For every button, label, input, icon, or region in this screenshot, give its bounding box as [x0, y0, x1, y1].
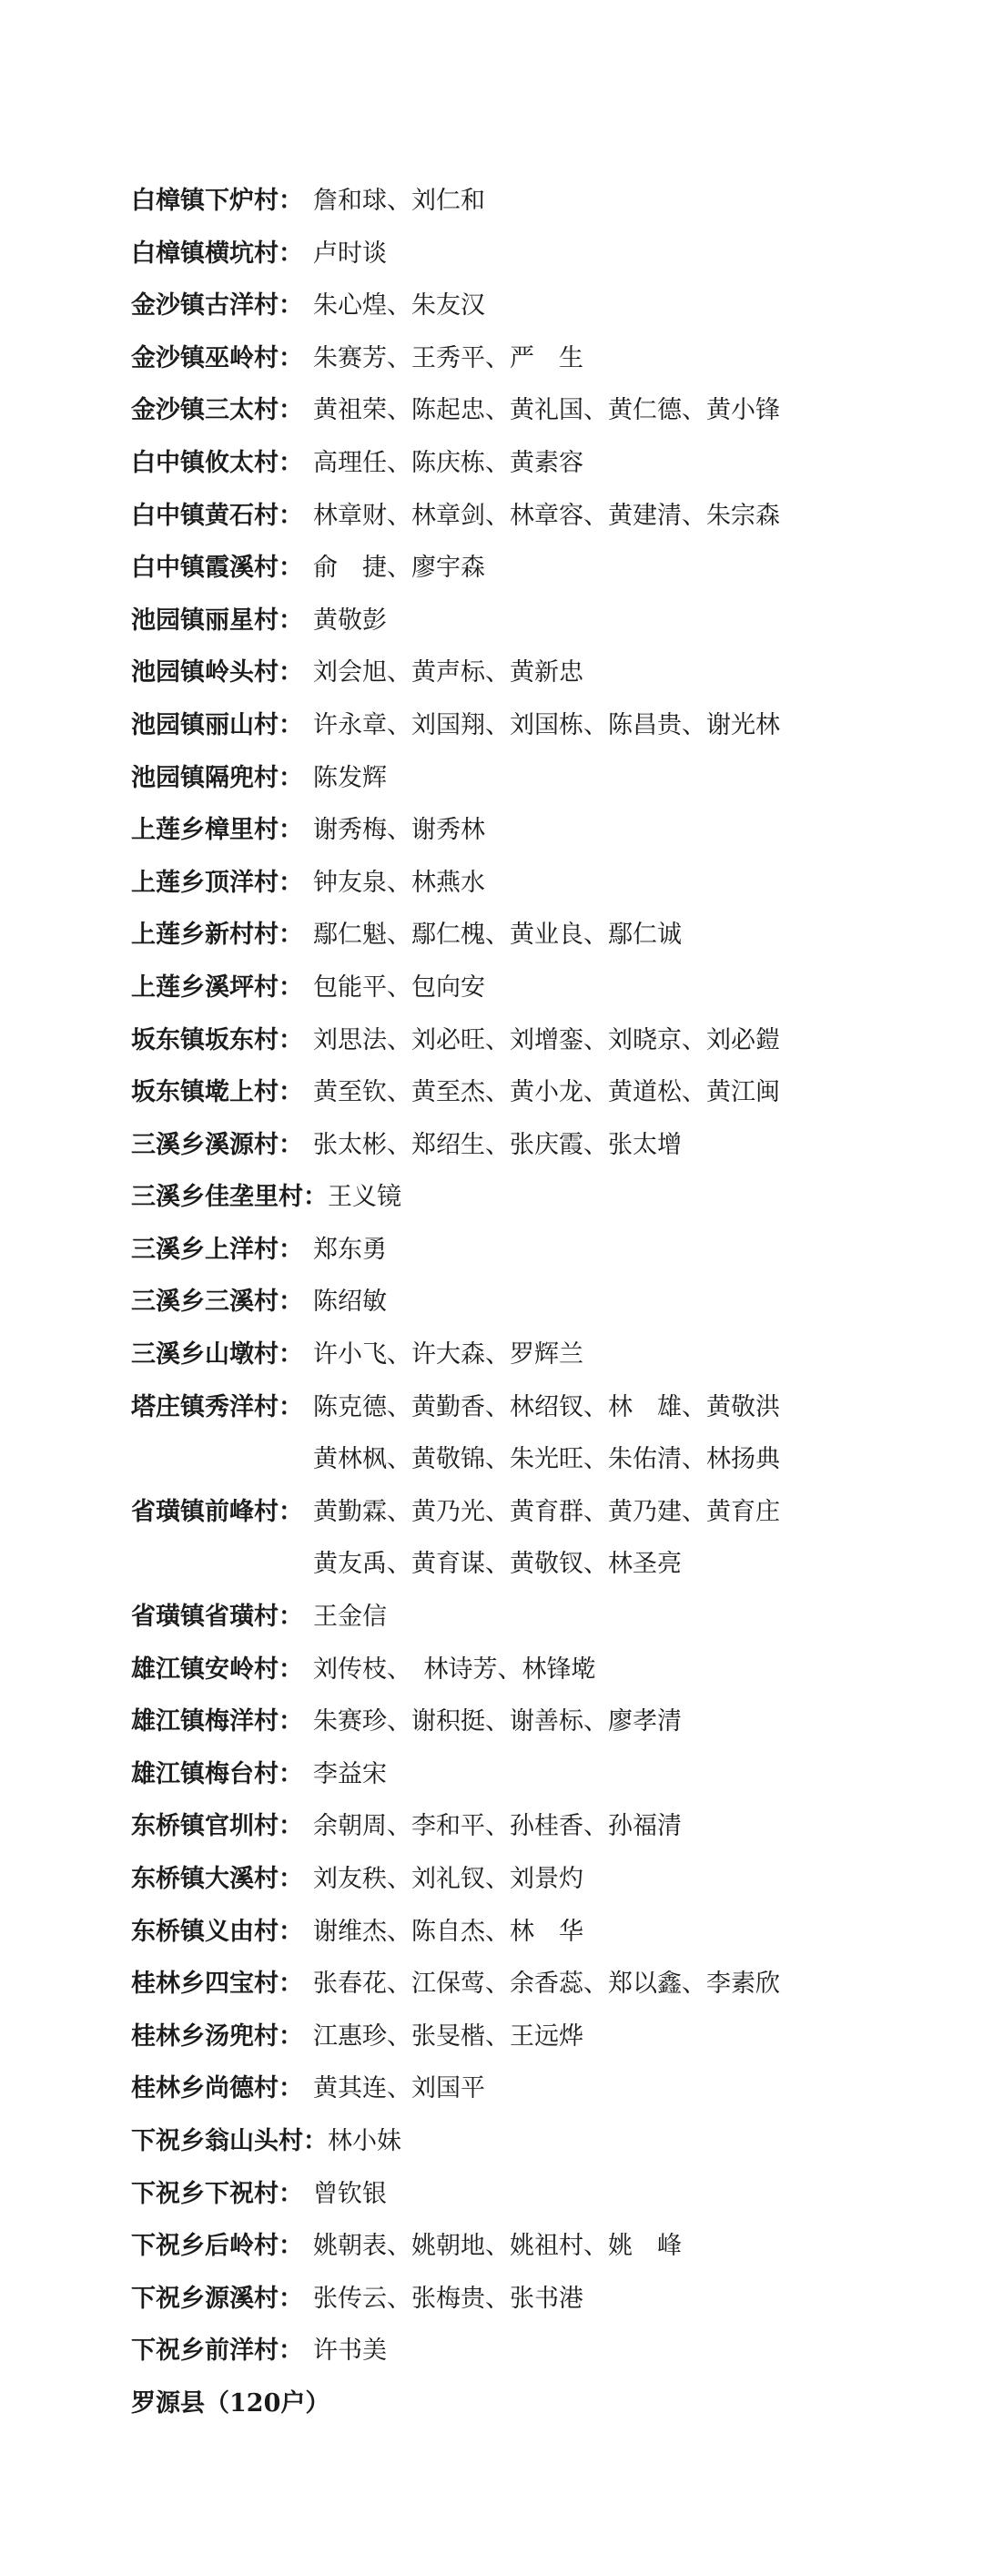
village-label: 下祝乡前洋村：: [131, 2337, 303, 2366]
names-line: 张太彬、郑绍生、张庆霞、张太增: [313, 1130, 682, 1159]
village-label: 白中镇霞溪村：: [131, 554, 303, 583]
village-label: 三溪乡溪源村：: [131, 1130, 303, 1159]
names-line: 陈绍敏: [313, 1288, 387, 1317]
village-label: 上莲乡樟里村：: [131, 816, 303, 845]
household-names: [313, 1329, 859, 1381]
village-label: 东桥镇大溪村：: [131, 1865, 303, 1893]
village-label: 下祝乡下祝村：: [131, 2179, 303, 2208]
names-line: 江惠珍、张旻楷、王远烨: [313, 2021, 583, 2051]
names-line: 刘思法、刘必旺、刘增銮、刘晓京、刘必鎧: [313, 1025, 780, 1054]
household-names: [313, 1853, 859, 1906]
household-names: [313, 1748, 859, 1801]
village-entry: [131, 1381, 859, 1486]
household-names: [313, 1486, 859, 1591]
village-entry: [131, 437, 859, 490]
village-entry: [131, 1224, 859, 1277]
village-entry: [131, 542, 859, 595]
village-label: 桂林乡四宝村：: [131, 1970, 303, 1999]
household-names: [313, 752, 859, 805]
household-names: [313, 542, 859, 595]
household-names: [313, 1224, 859, 1277]
household-names: [313, 384, 859, 437]
village-entry: [131, 2062, 859, 2115]
household-names: [313, 228, 859, 280]
names-line: 黄勤霖、黄乃光、黄育群、黄乃建、黄育庄: [313, 1497, 780, 1526]
village-entry: [131, 1644, 859, 1696]
household-names: [313, 1066, 859, 1119]
village-label: 池园镇隔兜村：: [131, 763, 303, 792]
names-line: 姚朝表、姚朝地、姚祖村、姚 峰: [313, 2232, 682, 2261]
village-entry: [131, 595, 859, 647]
names-line: 郑东勇: [313, 1235, 387, 1264]
village-label: 雄江镇梅台村：: [131, 1759, 303, 1788]
household-names: [313, 437, 859, 490]
names-line: 王义镜: [328, 1183, 401, 1212]
names-line: 许永章、刘国翔、刘国栋、陈昌贵、谢光林: [313, 710, 780, 739]
village-entry: [131, 384, 859, 437]
village-entry: [131, 228, 859, 280]
household-names: [313, 1695, 859, 1748]
village-label: 金沙镇巫岭村：: [131, 343, 303, 372]
village-entry: [131, 1695, 859, 1748]
village-entry: [131, 490, 859, 543]
village-entry: [131, 1748, 859, 1801]
village-label: 塔庄镇秀洋村：: [131, 1392, 303, 1421]
village-entry: [131, 332, 859, 385]
names-line: 陈发辉: [313, 763, 387, 792]
village-entry: [131, 909, 859, 962]
household-names: [313, 909, 859, 962]
village-label: 三溪乡上洋村：: [131, 1235, 303, 1264]
names-line: 卢时谈: [313, 239, 387, 268]
village-entry: [131, 699, 859, 752]
household-names: [313, 1276, 859, 1329]
village-entry: [131, 175, 859, 228]
village-entry: [131, 2168, 859, 2221]
names-line: 朱赛芳、王秀平、严 生: [313, 343, 583, 372]
household-names: [313, 1119, 859, 1172]
village-label: 省璜镇前峰村：: [131, 1497, 303, 1526]
village-label: 下祝乡翁山头村：: [131, 2126, 328, 2155]
names-line: 黄敬彭: [313, 606, 387, 635]
village-label: 桂林乡尚德村：: [131, 2074, 303, 2103]
names-line: 黄祖荣、陈起忠、黄礼国、黄仁德、黄小锋: [313, 396, 780, 425]
names-line: 钟友泉、林燕水: [313, 868, 485, 897]
village-label: 白中镇黄石村：: [131, 501, 303, 530]
village-label: 白中镇攸太村：: [131, 448, 303, 477]
names-line: 朱赛珍、谢积挺、谢善标、廖孝清: [313, 1707, 682, 1736]
names-line: 黄其连、刘国平: [313, 2074, 485, 2103]
names-line: 包能平、包向安: [313, 972, 485, 1002]
village-label: 坂东镇墘上村：: [131, 1078, 303, 1107]
village-entry: [131, 1906, 859, 1959]
names-line: 王金信: [313, 1603, 387, 1632]
household-names: [313, 1381, 859, 1486]
names-line: 鄢仁魁、鄢仁槐、黄业良、鄢仁诚: [313, 921, 682, 950]
household-names: [313, 1906, 859, 1959]
village-label: 下祝乡源溪村：: [131, 2284, 303, 2313]
household-names: [313, 1591, 859, 1644]
village-entry: [131, 1853, 859, 1906]
village-label: 池园镇丽星村：: [131, 606, 303, 635]
village-label: 上莲乡溪坪村：: [131, 972, 303, 1002]
village-entry: [131, 1958, 859, 2011]
village-entry: [131, 1800, 859, 1853]
village-entry: [131, 2325, 859, 2377]
names-line: 黄林枫、黄敬锦、朱光旺、朱佑清、林扬典: [313, 1445, 780, 1474]
household-names: [313, 1014, 859, 1067]
village-label: 雄江镇梅洋村：: [131, 1707, 303, 1736]
names-line: 黄友禹、黄育谋、黄敬钗、林圣亮: [313, 1550, 682, 1579]
names-line: 陈克德、黄勤香、林绍钗、林 雄、黄敬洪: [313, 1392, 780, 1421]
names-line: 朱心煌、朱友汉: [313, 291, 485, 321]
village-label: 东桥镇官圳村：: [131, 1812, 303, 1841]
household-names: [313, 1958, 859, 2011]
household-names: [313, 595, 859, 647]
recipient-list: [131, 175, 859, 2430]
village-entry: [131, 647, 859, 699]
village-label: 白樟镇横坑村：: [131, 239, 303, 268]
household-names: [313, 1644, 859, 1696]
village-label: 桂林乡汤兜村：: [131, 2021, 303, 2051]
names-line: 许小飞、许大森、罗辉兰: [313, 1340, 583, 1369]
village-entry: [131, 857, 859, 910]
names-line: 谢秀梅、谢秀林: [313, 816, 485, 845]
village-entry: [131, 2011, 859, 2063]
county-heading: 罗源县（120户）: [131, 2388, 330, 2418]
household-names: [328, 2115, 859, 2168]
village-label: 池园镇丽山村：: [131, 710, 303, 739]
village-label: 雄江镇安岭村：: [131, 1655, 303, 1684]
names-line: 俞 捷、廖宇森: [313, 554, 485, 583]
names-line: 曾钦银: [313, 2179, 387, 2208]
village-entry: [131, 804, 859, 857]
household-names: [313, 1800, 859, 1853]
names-line: 张传云、张梅贵、张书港: [313, 2284, 583, 2313]
household-names: [313, 2011, 859, 2063]
village-label: 金沙镇三太村：: [131, 396, 303, 425]
village-entry: [131, 1066, 859, 1119]
names-line: 刘会旭、黄声标、黄新忠: [313, 658, 583, 687]
village-entry: [131, 1276, 859, 1329]
household-names: [313, 332, 859, 385]
village-entry: [131, 2115, 859, 2168]
village-entry: [131, 1591, 859, 1644]
household-names: [313, 2220, 859, 2273]
household-names: [313, 2273, 859, 2326]
names-line: 刘友秩、刘礼钗、刘景灼: [313, 1865, 583, 1893]
names-line: 刘传枝、 林诗芳、林锋墘: [313, 1655, 596, 1684]
names-line: 许书美: [313, 2337, 387, 2366]
village-label: 下祝乡后岭村：: [131, 2232, 303, 2261]
village-label: 省璜镇省璜村：: [131, 1603, 303, 1632]
village-label: 池园镇岭头村：: [131, 658, 303, 687]
village-entry: [131, 1171, 859, 1224]
household-names: [313, 2168, 859, 2221]
village-entry: [131, 2220, 859, 2273]
household-names: [313, 2062, 859, 2115]
village-label: 三溪乡佳垄里村：: [131, 1183, 328, 1212]
names-line: 黄至钦、黄至杰、黄小龙、黄道松、黄江闽: [313, 1078, 780, 1107]
village-label: 三溪乡三溪村：: [131, 1288, 303, 1317]
household-names: [313, 699, 859, 752]
names-line: 张春花、江保莺、余香蕊、郑以鑫、李素欣: [313, 1970, 780, 1999]
household-names: [328, 1171, 859, 1224]
village-label: 白樟镇下炉村：: [131, 187, 303, 215]
village-entry: [131, 752, 859, 805]
names-line: 詹和球、刘仁和: [313, 187, 485, 215]
names-line: 谢维杰、陈自杰、林 华: [313, 1917, 583, 1946]
village-label: 东桥镇义由村：: [131, 1917, 303, 1946]
names-line: 李益宋: [313, 1759, 387, 1788]
names-line: 林小妹: [328, 2126, 401, 2155]
household-names: [313, 647, 859, 699]
household-names: [313, 175, 859, 228]
village-entry: [131, 2273, 859, 2326]
names-line: 林章财、林章剑、林章容、黄建清、朱宗森: [313, 501, 780, 530]
village-label: 上莲乡新村村：: [131, 921, 303, 950]
village-entry: [131, 1486, 859, 1591]
village-label: 坂东镇坂东村：: [131, 1025, 303, 1054]
village-label: 上莲乡顶洋村：: [131, 868, 303, 897]
village-label: 金沙镇古洋村：: [131, 291, 303, 321]
names-line: 余朝周、李和平、孙桂香、孙福清: [313, 1812, 682, 1841]
village-entry: [131, 1119, 859, 1172]
household-names: [313, 962, 859, 1014]
household-names: [313, 804, 859, 857]
names-line: 高理任、陈庆栋、黄素容: [313, 448, 583, 477]
village-entry: [131, 1329, 859, 1381]
village-entry: [131, 1014, 859, 1067]
village-entry: [131, 280, 859, 332]
household-names: [313, 857, 859, 910]
household-names: [313, 2325, 859, 2377]
village-label: 三溪乡山墩村：: [131, 1340, 303, 1369]
household-names: [313, 280, 859, 332]
village-entry: [131, 962, 859, 1014]
household-names: [313, 490, 859, 543]
